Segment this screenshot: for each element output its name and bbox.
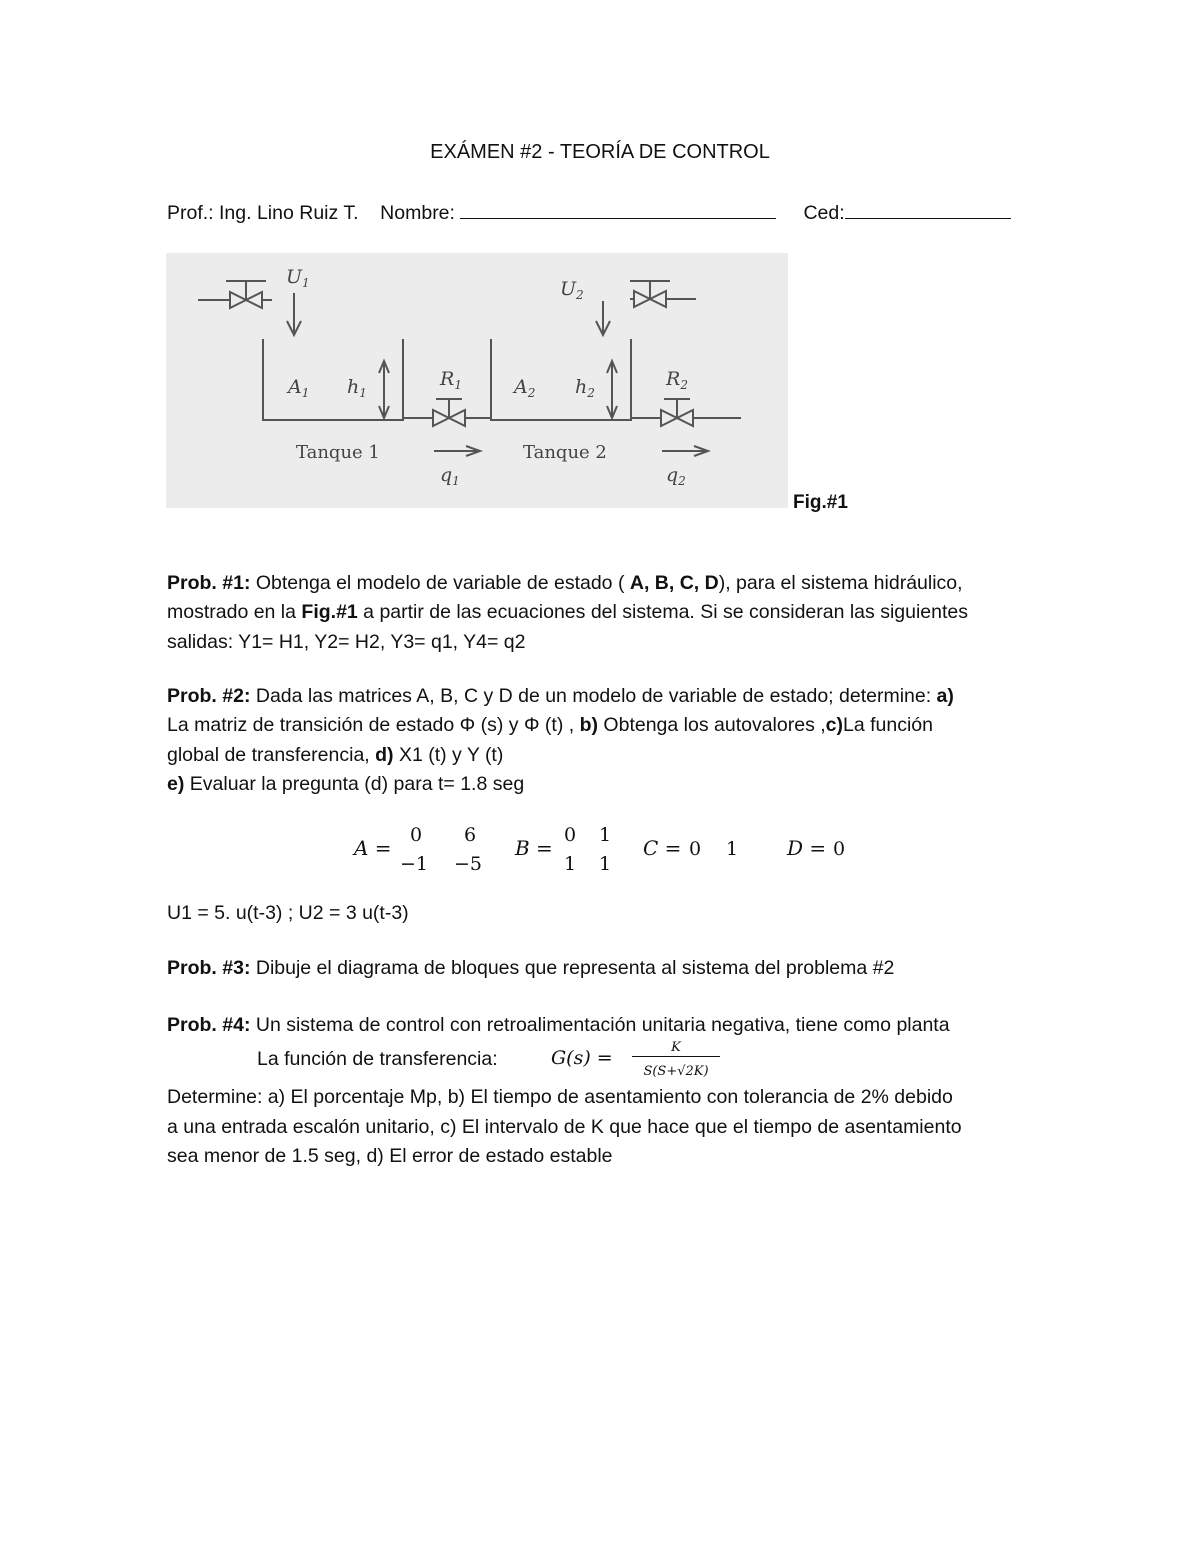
matrix-a-cell: −1 xyxy=(399,853,428,875)
transfer-function-denominator: S(S+√2K) xyxy=(643,1064,709,1079)
nombre-blank[interactable] xyxy=(460,200,776,219)
svg-text:A2: $A_2$ xyxy=(514,376,536,400)
h1-label: h xyxy=(347,376,360,398)
q1-label: q xyxy=(440,464,453,486)
matrix-b-cell: 1 xyxy=(598,824,612,846)
exam-title: EXÁMEN #2 - TEORÍA DE CONTROL xyxy=(430,141,770,163)
svg-text:A1: $A_1$ xyxy=(288,376,310,400)
prob3-label: Prob. #3: xyxy=(167,957,251,979)
transfer-function-lhs: G(s) = xyxy=(551,1047,613,1069)
r1-label: R xyxy=(440,368,455,390)
svg-text:h2: $h_2$ xyxy=(575,376,595,400)
professor-label: Prof.: Ing. Lino Ruiz T. xyxy=(167,202,359,224)
inputs-line: U1 = 5. u(t-3) ; U2 = 3 u(t-3) xyxy=(167,902,409,924)
tank2-label: Tanque 2 xyxy=(523,442,607,463)
matrix-c-label: C = xyxy=(643,836,682,860)
matrix-b-cell: 1 xyxy=(563,853,577,875)
matrix-d-value: 0 xyxy=(832,838,846,860)
prob2-line4: e) Evaluar la pregunta (d) para t= 1.8 seg xyxy=(167,773,525,795)
prob4-line4: sea menor de 1.5 seg, d) El error de estado estable xyxy=(167,1145,613,1167)
matrix-a-cell: 0 xyxy=(409,824,423,846)
svg-text:R1: $R_1$ xyxy=(440,368,462,392)
svg-text:q2: $q_2$ xyxy=(666,464,686,488)
figure-label: Fig.#1 xyxy=(793,492,848,513)
a1-label: A xyxy=(288,376,302,398)
svg-text:R2: $R_2$ xyxy=(666,368,688,392)
matrix-b-cell: 1 xyxy=(598,853,612,875)
svg-text:q1: $q_1$ xyxy=(440,464,460,488)
matrix-d-label: D = xyxy=(787,836,827,860)
a2-label: A xyxy=(514,376,528,398)
prob2-line2: La matriz de transición de estado Φ (s) y Φ (t) , b) Obtenga los autovalores ,c)La función xyxy=(167,714,933,736)
r2-label: R xyxy=(666,368,681,390)
u1-label: U xyxy=(286,266,303,288)
svg-text:h1: $h_1$ xyxy=(347,376,367,400)
matrix-c-cell: 0 xyxy=(688,838,702,860)
prob2-line1: Prob. #2: Dada las matrices A, B, C y D de un modelo de variable de estado; determine: a) xyxy=(167,685,954,707)
hydraulic-figure xyxy=(166,253,788,508)
transfer-function-label: La función de transferencia: xyxy=(257,1048,498,1070)
prob3-line: Prob. #3: Dibuje el diagrama de bloques que representa al sistema del problema #2 xyxy=(167,957,895,979)
prob4-line2: Determine: a) El porcentaje Mp, b) El tiempo de asentamiento con tolerancia de 2% debido xyxy=(167,1086,953,1108)
svg-text:U1: $U_1$ xyxy=(286,266,310,290)
tank-diagram xyxy=(166,253,788,508)
matrix-a-label: A = xyxy=(354,836,392,860)
nombre-label: Nombre: xyxy=(380,202,455,224)
q2-label: q xyxy=(666,464,679,486)
svg-text:U2: $U_2$ xyxy=(560,278,584,302)
ced-blank[interactable] xyxy=(845,200,1011,219)
prob1-label: Prob. #1: xyxy=(167,572,251,594)
prob1-line1: Prob. #1: Obtenga el modelo de variable de estado ( A, B, C, D), para el sistema hidráulico, xyxy=(167,572,963,594)
prob2-line3: global de transferencia, d) X1 (t) y Y (t) xyxy=(167,744,504,766)
prob1-line3: salidas: Y1= H1, Y2= H2, Y3= q1, Y4= q2 xyxy=(167,631,526,653)
u2-label: U xyxy=(560,278,577,300)
matrix-b-label: B = xyxy=(515,836,553,860)
matrix-c-cell: 1 xyxy=(725,838,739,860)
prob4-label: Prob. #4: xyxy=(167,1014,251,1036)
matrix-a-cell: −5 xyxy=(453,853,482,875)
header-line xyxy=(167,200,1011,225)
matrix-a-cell: 6 xyxy=(463,824,477,846)
prob2-label: Prob. #2: xyxy=(167,685,251,707)
ced-label: Ced: xyxy=(803,202,845,224)
h2-label: h xyxy=(575,376,588,398)
transfer-function-numerator: K xyxy=(632,1040,720,1057)
matrix-b-cell: 0 xyxy=(563,824,577,846)
prob1-line2: mostrado en la Fig.#1 a partir de las ecuaciones del sistema. Si se consideran las siguientes xyxy=(167,601,969,623)
tank1-label: Tanque 1 xyxy=(296,442,380,463)
prob4-line3: a una entrada escalón unitario, c) El intervalo de K que hace que el tiempo de asentamiento xyxy=(167,1116,962,1138)
prob4-line1: Prob. #4: Un sistema de control con retroalimentación unitaria negativa, tiene como planta xyxy=(167,1014,950,1036)
